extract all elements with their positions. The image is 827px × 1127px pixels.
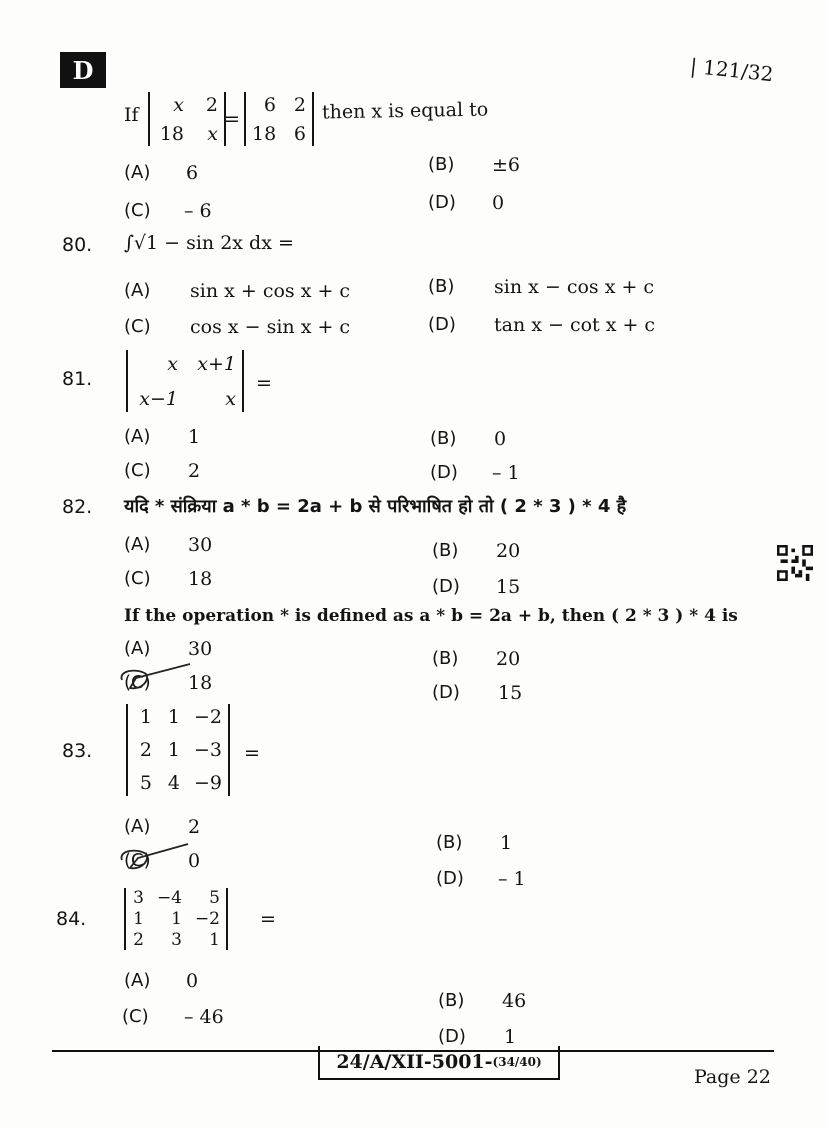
option-value: 15 (496, 576, 521, 598)
option-label: (C) (124, 460, 151, 481)
option-label: (C) (122, 1006, 149, 1027)
det-cell: 2 (139, 738, 152, 761)
det-cell: x (207, 122, 218, 145)
question-number: 84. (56, 908, 87, 930)
option-value: 18 (188, 672, 213, 694)
det-cell: 1 (139, 706, 152, 729)
det-cell: 18 (159, 122, 184, 145)
answer-tick-icon (116, 840, 196, 876)
paper-code-text: 121/32 (702, 55, 775, 87)
option-label: (A) (124, 426, 151, 447)
option-value: – 1 (492, 462, 520, 484)
det-cell: −2 (194, 908, 220, 929)
det-cell: x+1 (197, 352, 236, 375)
question-text: then x is equal to (321, 98, 489, 124)
option-label: (B) (432, 540, 459, 561)
option-value: – 46 (184, 1006, 224, 1028)
det-cell: −3 (193, 738, 222, 761)
det-cell: 1 (171, 908, 182, 929)
option-value: 2 (188, 816, 201, 838)
determinant-2 (244, 92, 314, 146)
option-value: 30 (188, 534, 213, 556)
option-label: (B) (438, 990, 465, 1011)
det-cell: 5 (209, 888, 220, 909)
question-text-hindi: यदि * संक्रिया a * b = 2a + b से परिभाषित हो तो ( 2 * 3 ) * 4 है (124, 496, 627, 517)
option-value: sin x + cos x + c (190, 280, 351, 302)
option-label: (C) (124, 672, 151, 693)
det-cell: −4 (156, 888, 182, 909)
qr-code-icon (776, 545, 814, 581)
det-cell: −2 (193, 706, 222, 729)
if-text: If (124, 104, 139, 126)
option-value: 30 (188, 638, 213, 660)
det-cell: 2 (205, 93, 218, 116)
option-value: ±6 (492, 154, 521, 176)
equals-sign: = (256, 372, 272, 394)
det-cell: −9 (193, 771, 222, 794)
option-value: 20 (496, 540, 521, 562)
option-label: (A) (124, 280, 151, 301)
option-value: 1 (188, 426, 201, 448)
paper-code: | 121/32 (688, 53, 775, 87)
answer-tick-icon (116, 660, 196, 696)
option-label: (A) (124, 162, 151, 183)
determinant (126, 704, 230, 796)
integral-expression: ∫√1 − sin 2x dx = (124, 232, 294, 254)
footer-code: 24/A/XII-5001- (336, 1051, 493, 1073)
question-text-english: If the operation * is defined as a * b = 2a + b, then ( 2 * 3 ) * 4 is (124, 606, 738, 626)
det-cell: 3 (133, 888, 144, 909)
question-number: 80. (62, 234, 93, 256)
option-value: – 1 (498, 868, 526, 890)
option-label: (A) (124, 638, 151, 659)
option-value: 1 (500, 832, 513, 854)
det-cell: 5 (139, 771, 152, 794)
option-value: 46 (502, 990, 527, 1012)
page-number: Page 22 (694, 1066, 771, 1088)
det-cell: 3 (171, 929, 182, 950)
option-label: (B) (430, 428, 457, 449)
det-cell: 1 (209, 929, 220, 950)
option-label: (D) (428, 314, 456, 335)
equals-sign: = (244, 742, 260, 764)
option-label: (D) (432, 576, 460, 597)
det-cell: 6 (293, 122, 306, 145)
det-cell: 2 (293, 93, 306, 116)
option-label: (D) (430, 462, 458, 483)
option-value: 0 (492, 192, 505, 214)
det-cell: x (167, 352, 178, 375)
question-number: 83. (62, 740, 93, 762)
determinant-1 (148, 92, 226, 146)
equals-sign: = (260, 908, 276, 930)
option-label: (A) (124, 970, 151, 991)
det-cell: 2 (133, 929, 144, 950)
set-badge: D (60, 52, 106, 88)
option-label: (D) (428, 192, 456, 213)
option-label: (B) (436, 832, 463, 853)
question-number: 81. (62, 368, 93, 390)
option-value: cos x − sin x + c (190, 316, 351, 338)
det-cell: 1 (167, 738, 180, 761)
option-label: (B) (428, 154, 455, 175)
det-cell: 18 (252, 122, 277, 145)
option-label: (C) (124, 316, 151, 337)
option-value: 0 (186, 970, 199, 992)
option-value: – 6 (184, 200, 212, 222)
option-label: (D) (438, 1026, 466, 1047)
option-label: (C) (124, 200, 151, 221)
det-cell: x (225, 387, 236, 410)
footer-code-box (318, 1046, 560, 1080)
determinant (124, 888, 228, 950)
option-label: (C) (124, 568, 151, 589)
det-cell: x−1 (139, 387, 178, 410)
option-label: (B) (428, 276, 455, 297)
question-number: 82. (62, 496, 93, 518)
option-value: 0 (188, 850, 201, 872)
option-value: 2 (188, 460, 201, 482)
det-cell: 1 (133, 908, 144, 929)
option-value: 15 (498, 682, 523, 704)
det-cell: 4 (167, 771, 180, 794)
det-cell: 6 (263, 93, 276, 116)
option-label: (B) (432, 648, 459, 669)
det-cell: x (173, 93, 184, 116)
option-label: (C) (124, 850, 151, 871)
footer-code-sub: (34/40) (492, 1055, 542, 1069)
equals-sign: = (224, 108, 240, 130)
det-cell: 1 (167, 706, 180, 729)
option-label: (D) (436, 868, 464, 889)
option-value: tan x − cot x + c (494, 314, 656, 336)
option-value: sin x − cos x + c (494, 276, 655, 298)
option-value: 1 (504, 1026, 517, 1048)
option-value: 18 (188, 568, 213, 590)
option-label: (A) (124, 816, 151, 837)
determinant (126, 350, 244, 412)
option-value: 0 (494, 428, 507, 450)
option-value: 20 (496, 648, 521, 670)
option-value: 6 (186, 162, 199, 184)
option-label: (D) (432, 682, 460, 703)
option-label: (A) (124, 534, 151, 555)
